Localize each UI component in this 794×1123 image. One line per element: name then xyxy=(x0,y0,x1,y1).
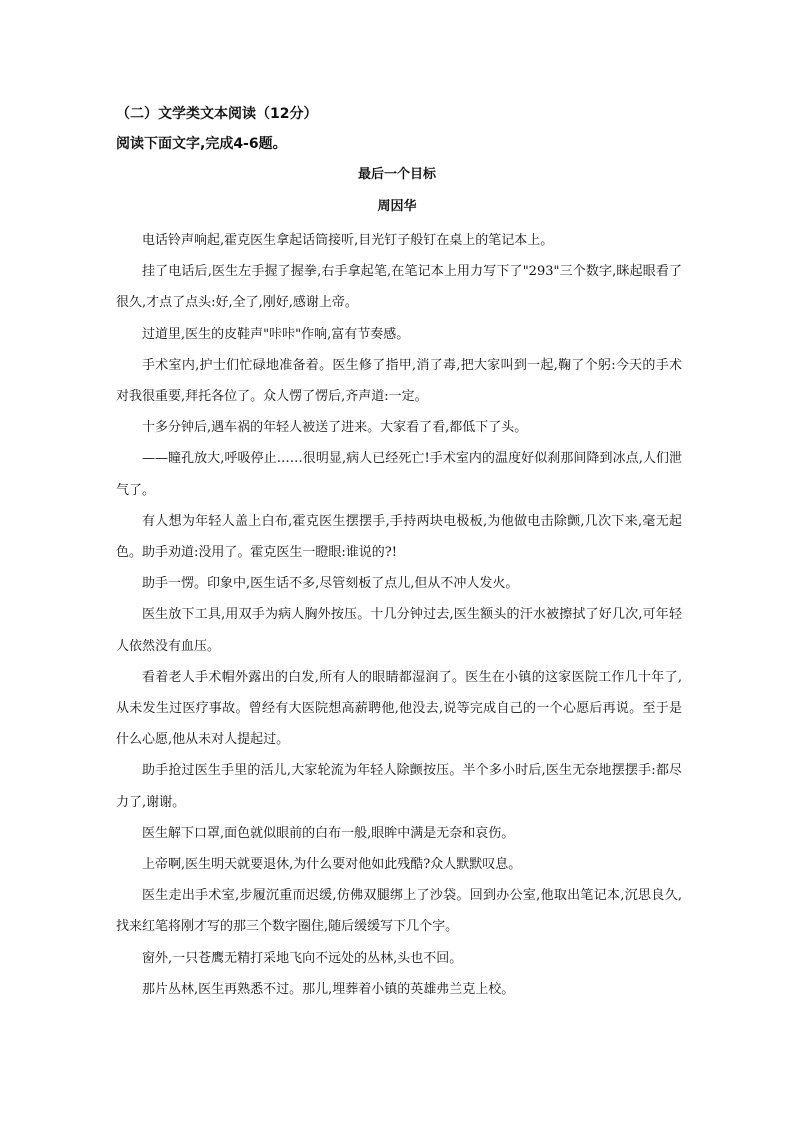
paragraph: 手术室内,护士们忙碌地准备着。医生修了指甲,消了毒,把大家叫到一起,鞠了个躬:今天的手术对我很重要,拜托各位了。众人愣了愣后,齐声道:一定。 xyxy=(116,357,682,405)
paragraph: 过道里,医生的皮鞋声"咔咔"作响,富有节奏感。 xyxy=(142,326,410,342)
paragraph: 医生走出手术室,步履沉重而迟缓,仿佛双腿绑上了沙袋。回到办公室,他取出笔记本,沉思良久,找来红笔将刚才写的那三个数字圈住,随后缓缓写下几个字。 xyxy=(116,888,682,935)
paragraph: 医生放下工具,用双手为病人胸外按压。十几分钟过去,医生额头的汗水被擦拭了好几次,可年轻人依然没有血压。 xyxy=(116,607,682,654)
paragraph: 那片丛林,医生再熟悉不过。那儿,埋葬着小镇的英雄弗兰克上校。 xyxy=(142,981,515,997)
paragraph: 看着老人手术帽外露出的白发,所有人的眼睛都湿润了。医生在小镇的这家医院工作几十年了,从未发生过医疗事故。曾经有大医院想高薪聘他,他没去,说等完成自己的一个心愿后再说。至于是什么心愿,他从未对人提起过。 xyxy=(116,669,682,748)
paragraph: 十多分钟后,遇车祸的年轻人被送了进来。大家看了看,都低下了头。 xyxy=(142,420,528,436)
paragraph: 电话铃声响起,霍克医生拿起话筒接听,目光钉子般钉在桌上的笔记本上。 xyxy=(142,233,554,248)
paragraph: 挂了电话后,医生左手握了握拳,右手拿起笔,在笔记本上用力写下了"293"三个数字,眯起眼看了很久,才点了点头:好,全了,刚好,感谢上帝。 xyxy=(116,264,682,311)
paragraph: 助手一愣。印象中,医生话不多,尽管刻板了点儿,但从不冲人发火。 xyxy=(142,576,519,592)
article-title: 最后一个目标 xyxy=(357,167,436,182)
paragraph: 助手抢过医生手里的活儿,大家轮流为年轻人除颤按压。半个多小时后,医生无奈地摆摆手:都尽力了,谢谢。 xyxy=(116,763,682,810)
article-body xyxy=(116,225,682,1005)
question-instruction: 阅读下面文字,完成4-6题。 xyxy=(116,136,287,152)
paragraph: 医生解下口罩,面色就似眼前的白布一般,眼眸中满是无奈和哀伤。 xyxy=(142,825,515,841)
paragraph: 有人想为年轻人盖上白布,霍克医生摆摆手,手持两块电极板,为他做电击除颤,几次下来,毫无起色。助手劝道:没用了。霍克医生一瞪眼:谁说的?! xyxy=(116,513,682,561)
paragraph: ——瞳孔放大,呼吸停止……很明显,病人已经死亡!手术室内的温度好似刹那间降到冰点,人们泄气了。 xyxy=(116,451,682,498)
section-heading: （二）文学类文本阅读（12分） xyxy=(116,106,318,122)
article-author: 周因华 xyxy=(377,199,417,214)
paragraph: 上帝啊,医生明天就要退休,为什么要对他如此残酷?众人默默叹息。 xyxy=(142,857,522,873)
paragraph: 窗外,一只苍鹰无精打采地飞向不远处的丛林,头也不回。 xyxy=(142,950,463,966)
